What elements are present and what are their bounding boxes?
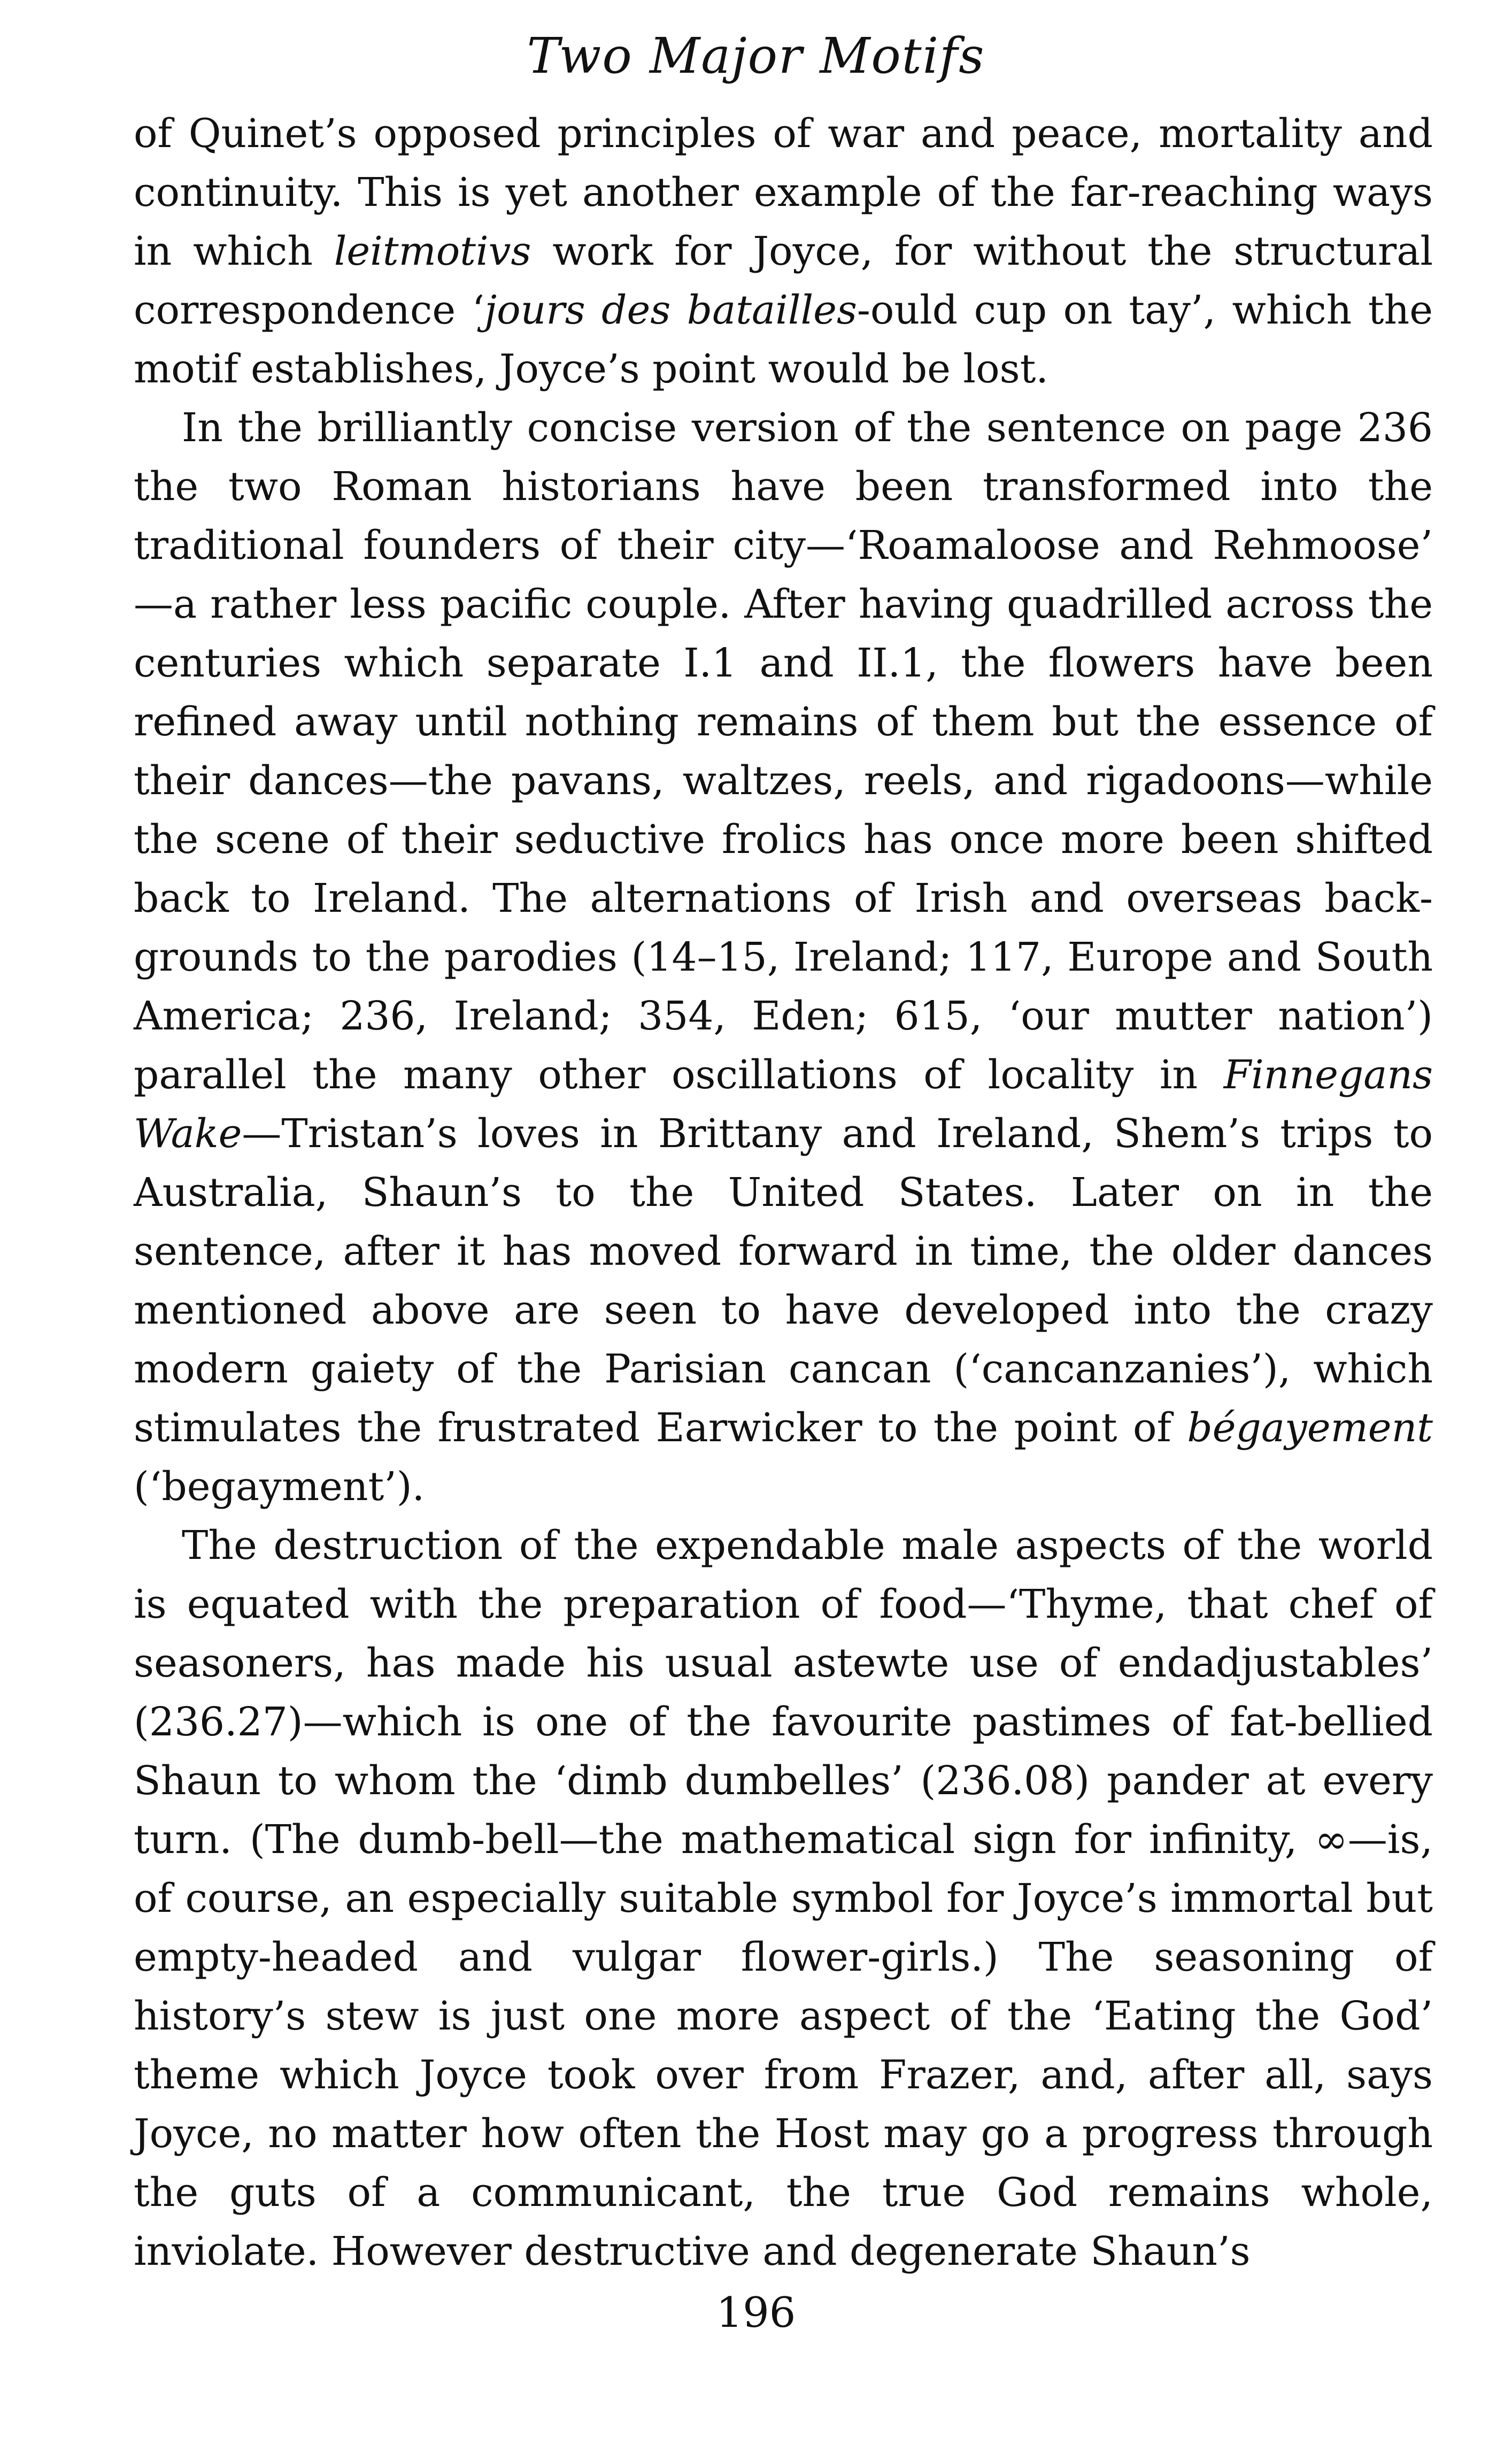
paragraph [134, 104, 1433, 398]
italic-run: leitmotivs [334, 228, 531, 274]
page-number: 196 [716, 2289, 796, 2337]
paragraph [134, 1516, 1433, 2281]
text-run: The destruction of the expendable male aspects of the world is equated with the preparation of food—‘Thyme, that chef of seasoners, has made his usual astewte use of endadjustables’ (236.27)—which is one of the favourite pastimes of fat-bellied Shaun to whom the ‘dimb dumbelles’ (236.08) pander at every turn. (The dumb-bell—the mathematical sign for infinity, ∞—is, of course, an especially suitable symbol for Joyce’s immortal but empty-headed and vulgar flower-girls.) The seasoning of history’s stew is just one more aspect of the ‘Eating the God’ theme which Joyce took over from Frazer, and, after all, says Joyce, no matter how often the Host may go a progress through the guts of a communicant, the true God remains whole, inviolate. However destructive and degenerate Shaun’s [134, 1523, 1433, 2274]
text-run: work for Joyce, for without the structural correspondence ‘ [134, 228, 1433, 333]
body-text [134, 104, 1433, 2281]
text-run: -ould cup on tay’, which the motif establishes, Joyce’s point would be lost. [134, 287, 1433, 392]
italic-run: jours des batailles [484, 287, 857, 333]
text-run: of Quinet’s opposed principles of war and peace, mortality and continuity. This is yet another example of the far-reaching ways in which [134, 111, 1433, 274]
text-run: (‘begayment’). [134, 1464, 425, 1510]
paragraph [134, 398, 1433, 1516]
text-run: —Tristan’s loves in Brittany and Ireland, Shem’s trips to Australia, Shaun’s to the United States. Later on in the sentence, after it has moved forward in time, the older dances mentioned above are seen to have developed into the crazy modern gaiety of the Parisian cancan (‘cancanzanies’), which stimulates the frustrated Earwicker to the point of [134, 1111, 1433, 1451]
italic-run: bégayement [1187, 1405, 1433, 1451]
text-run: In the brilliantly concise version of the sentence on page 236 the two Roman historians have been transformed into the traditional founders of their city—‘Roamaloose and Rehmoose’ —a rather less pacific couple. After having quadrilled across the centuries which separate I.1 and II.1, the flowers have been refined away until nothing remains of them but the essence of their dances—the pavans, waltzes, reels, and rigadoons—while the scene of their seductive frolics has once more been shifted back to Ireland. The alternations of Irish and overseas backgrounds to the parodies (14–15, Ireland; 117, Europe and South America; 236, Ireland; 354, Eden; 615, ‘our mutter nation’) parallel the many other oscillations of locality in [134, 405, 1433, 1098]
italic-run: Finnegans Wake [134, 1052, 1433, 1157]
running-head: Two Major Motifs [527, 27, 985, 84]
